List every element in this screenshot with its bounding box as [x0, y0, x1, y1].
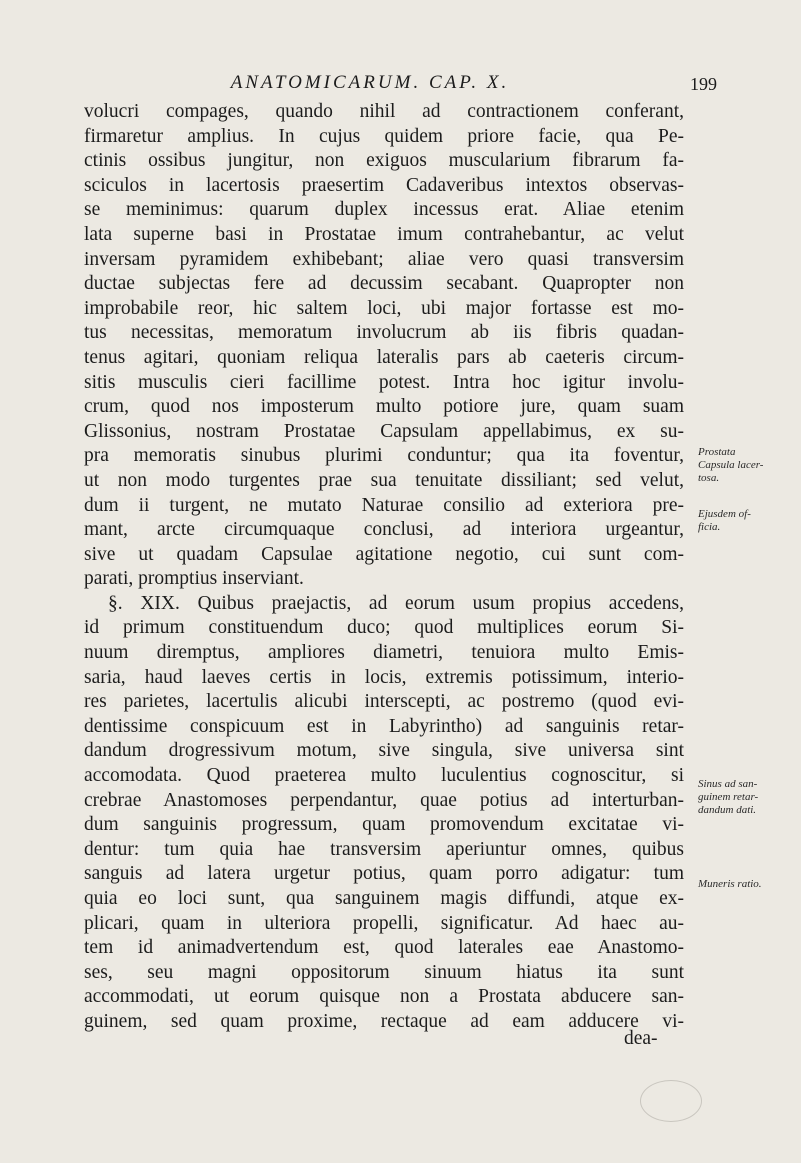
margin-note-line: Prostata — [698, 446, 736, 458]
margin-note-line: Sinus ad san- — [698, 778, 758, 790]
margin-note-muneris — [698, 878, 793, 891]
text-line: pra memoratis sinubus plurimi conduntur; qua ita foventur, — [84, 445, 684, 467]
text-line: crum, quod nos imposterum multo potiore jure, quam suam — [84, 396, 684, 418]
text-line: accomodata. Quod praeterea multo luculentius cognoscitur, si — [84, 765, 684, 787]
margin-note-capsula — [698, 446, 793, 485]
margin-note-line: Muneris ratio. — [698, 878, 762, 890]
margin-note-line: Capsula lacer- — [698, 459, 764, 471]
text-line: sive ut quadam Capsulae agitatione negotio, cui sunt com- — [84, 543, 684, 565]
text-line: dum sanguinis progressum, quam promovendum excitatae vi- — [84, 814, 684, 836]
text-line: parati, promptius inserviant. — [84, 568, 304, 590]
text-line: ctinis ossibus jungitur, non exiguos muscularium fibrarum fa- — [84, 150, 684, 172]
text-line: improbabile reor, hic saltem loci, ubi major fortasse est mo- — [84, 297, 684, 319]
text-line: id primum constituendum duco; quod multiplices eorum Si- — [84, 617, 684, 639]
text-line: ut non modo turgentes prae sua tenuitate dissiliant; sed velut, — [84, 469, 684, 491]
text-line: mant, arcte circumquaque conclusi, ad interiora urgeantur, — [84, 519, 684, 541]
text-line: nuum diremptus, ampliores diametri, tenuiora multo Emis- — [84, 642, 684, 664]
section-heading-line: §. XIX. Quibus praejactis, ad eorum usum propius accedens, — [108, 592, 684, 614]
text-line: quia eo loci sunt, qua sanguinem magis diffundi, atque ex- — [84, 888, 684, 909]
running-head — [0, 72, 801, 102]
margin-note-line: Ejusdem of- — [698, 508, 751, 520]
text-line: ses, seu magni oppositorum sinuum hiatus ita sunt — [84, 961, 684, 983]
text-line: sciculos in lacertosis praesertim Cadaveribus intextos observas- — [84, 174, 684, 196]
margin-note-line: guinem retar- — [698, 791, 759, 803]
text-line: dandum drogressivum motum, sive singula, sive universa sint — [84, 740, 684, 762]
text-line: guinem, sed quam proxime, rectaque ad eam adducere vi- — [84, 1010, 684, 1032]
margin-note-line: ficia. — [698, 521, 721, 533]
text-line: plicari, quam in ulteriora propelli, significatur. Ad haec au- — [84, 912, 684, 934]
margin-note-line: dandum dati. — [698, 804, 757, 816]
page-number: 199 — [690, 74, 717, 94]
text-line: res parietes, lacertulis alicubi interscepti, ac postremo (quod evi- — [84, 691, 684, 713]
text-line: tenus agitari, quoniam reliqua lateralis pars ab caeteris circum- — [84, 346, 684, 368]
margin-note-officia — [698, 508, 793, 534]
text-line: Glissonius, nostram Prostatae Capsulam appellabimus, ex su- — [84, 420, 684, 442]
text-line: sanguis ad latera urgetur potius, quam porro adigatur: tum — [84, 863, 684, 885]
text-line: accommodati, ut eorum quisque non a Prostata abducere san- — [84, 986, 684, 1008]
text-line: crebrae Anastomoses perpendantur, quae potius ad interturban- — [84, 789, 684, 811]
body-text — [84, 100, 684, 1035]
text-line: firmaretur amplius. In cujus quidem priore facie, qua Pe- — [84, 125, 684, 147]
text-line: sitis musculis cieri facillime potest. Intra hoc igitur involu- — [84, 371, 684, 393]
text-line: se meminimus: quarum duplex incessus erat. Aliae etenim — [84, 199, 684, 221]
running-title: ANATOMICARUM. CAP. X. — [230, 72, 510, 93]
text-line: saria, haud laeves certis in locis, extremis potissimum, interio- — [84, 666, 684, 688]
paper-stain — [640, 1080, 702, 1122]
text-line: lata superne basi in Prostatae imum contrahebantur, ac velut — [84, 223, 684, 245]
text-line: dentissime conspicuum est in Labyrintho) ad sanguinis retar- — [84, 715, 684, 737]
text-line: dum ii turgent, ne mutato Naturae consilio ad exteriora pre- — [84, 494, 684, 516]
catchword: dea- — [624, 1028, 658, 1049]
text-line: volucri compages, quando nihil ad contractionem conferant, — [84, 101, 684, 122]
margin-note-sinus — [698, 778, 793, 817]
margin-note-line: tosa. — [698, 472, 720, 484]
text-line: dentur: tum quia hae transversim aperiuntur omnes, quibus — [84, 838, 684, 860]
text-line: inversam pyramidem exhibebant; aliae vero quasi transversim — [84, 248, 684, 270]
text-line: tem id animadvertendum est, quod laterales eae Anastomo- — [84, 937, 684, 959]
text-line: ductae subjectas fere ad decussim secabant. Quapropter non — [84, 273, 684, 295]
text-line: tus necessitas, memoratum involucrum ab iis fibris quadan- — [84, 322, 684, 344]
